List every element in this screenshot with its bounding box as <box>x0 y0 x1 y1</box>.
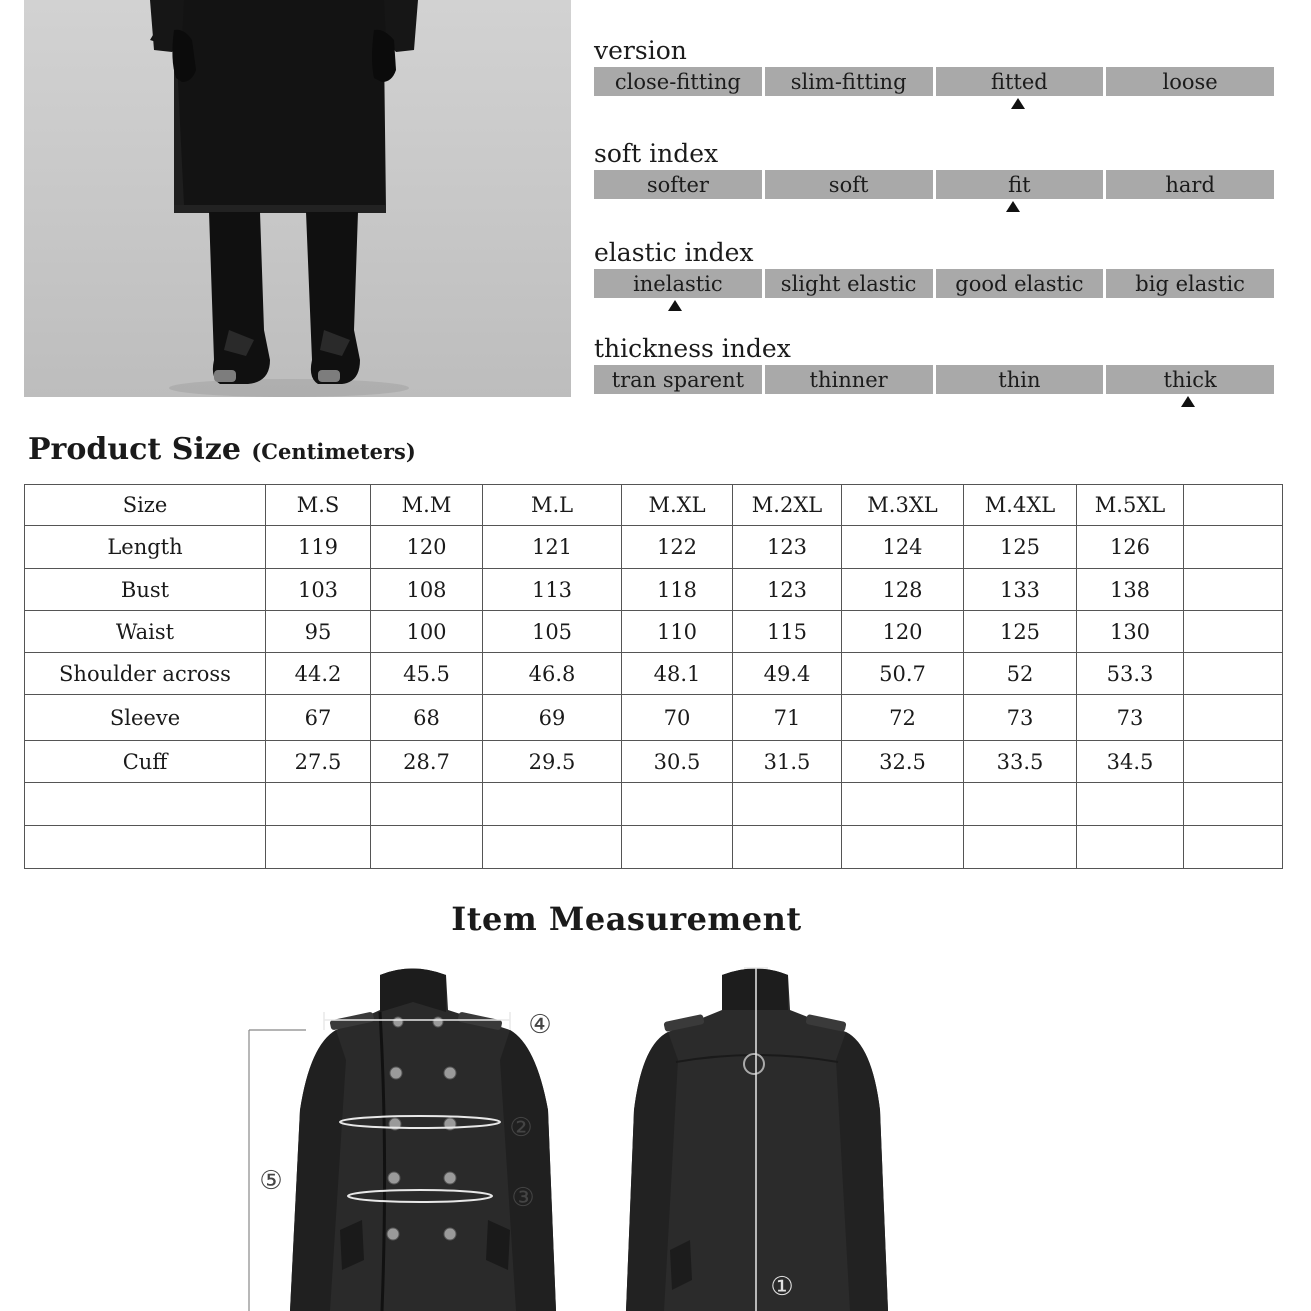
shoulder-marker: ④ <box>528 1010 552 1040</box>
size-cell: 113 <box>483 569 622 611</box>
size-cell <box>733 783 842 826</box>
size-cell <box>622 826 733 869</box>
size-cell <box>1184 653 1283 695</box>
size-cell: 48.1 <box>622 653 733 695</box>
elastic-index-option: big elastic <box>1106 269 1274 298</box>
size-cell <box>622 783 733 826</box>
version-scale <box>594 67 1274 96</box>
item-measurement-title: Item Measurement <box>451 900 802 938</box>
soft-index-scale <box>594 170 1274 199</box>
size-cell <box>1184 569 1283 611</box>
row-label <box>25 826 266 869</box>
size-cell <box>1184 695 1283 741</box>
size-cell: 45.5 <box>371 653 483 695</box>
size-row <box>25 695 1283 741</box>
size-header-cell: M.3XL <box>842 485 964 526</box>
size-cell: 53.3 <box>1077 653 1184 695</box>
length-marker: ① <box>770 1272 794 1302</box>
coat-back-diagram <box>626 969 888 1311</box>
size-cell: 33.5 <box>964 741 1077 783</box>
version-option: close-fitting <box>594 67 762 96</box>
size-cell: 124 <box>842 526 964 569</box>
size-header-cell: M.S <box>266 485 371 526</box>
size-cell: 103 <box>266 569 371 611</box>
bust-marker: ② <box>509 1113 533 1143</box>
selected-marker-icon <box>1181 396 1195 407</box>
row-label: Cuff <box>25 741 266 783</box>
product-size-unit: (Centimeters) <box>251 439 416 464</box>
thickness-index-option: thinner <box>765 365 933 394</box>
sleeve-marker: ⑤ <box>259 1166 283 1196</box>
version-index <box>594 37 1274 96</box>
size-cell <box>1077 826 1184 869</box>
size-row <box>25 569 1283 611</box>
size-cell <box>1184 611 1283 653</box>
size-cell: 133 <box>964 569 1077 611</box>
size-cell: 70 <box>622 695 733 741</box>
size-cell: 31.5 <box>733 741 842 783</box>
size-cell: 71 <box>733 695 842 741</box>
size-row <box>25 783 1283 826</box>
version-option: fitted <box>936 67 1104 96</box>
product-size-heading <box>28 432 416 467</box>
waist-marker: ③ <box>511 1183 535 1213</box>
size-header-row <box>25 485 1283 526</box>
size-row <box>25 611 1283 653</box>
size-cell <box>483 783 622 826</box>
size-cell: 121 <box>483 526 622 569</box>
product-size-title: Product Size <box>28 432 241 467</box>
size-cell: 73 <box>964 695 1077 741</box>
size-cell: 95 <box>266 611 371 653</box>
elastic-index-option: inelastic <box>594 269 762 298</box>
row-label: Length <box>25 526 266 569</box>
size-cell: 30.5 <box>622 741 733 783</box>
thickness-index-option: tran sparent <box>594 365 762 394</box>
size-cell <box>266 783 371 826</box>
soft-index-option: hard <box>1106 170 1274 199</box>
size-header-cell: M.M <box>371 485 483 526</box>
size-cell: 44.2 <box>266 653 371 695</box>
size-header-cell: M.5XL <box>1077 485 1184 526</box>
thickness-index-option: thick <box>1106 365 1274 394</box>
size-table <box>24 484 1283 869</box>
soft-index-option: softer <box>594 170 762 199</box>
size-cell: 100 <box>371 611 483 653</box>
soft-index-title: soft index <box>594 139 719 168</box>
size-cell <box>842 826 964 869</box>
size-cell: 125 <box>964 526 1077 569</box>
size-cell: 50.7 <box>842 653 964 695</box>
size-cell: 72 <box>842 695 964 741</box>
thickness-index-option: thin <box>936 365 1104 394</box>
size-cell: 32.5 <box>842 741 964 783</box>
size-cell: 138 <box>1077 569 1184 611</box>
row-label: Sleeve <box>25 695 266 741</box>
size-cell <box>964 826 1077 869</box>
elastic-index-scale <box>594 269 1274 298</box>
size-cell: 110 <box>622 611 733 653</box>
size-cell <box>1184 783 1283 826</box>
size-cell: 128 <box>842 569 964 611</box>
size-cell <box>1184 826 1283 869</box>
elastic-index-title: elastic index <box>594 238 754 267</box>
size-header-cell: M.4XL <box>964 485 1077 526</box>
size-cell <box>1077 783 1184 826</box>
size-cell: 120 <box>371 526 483 569</box>
size-cell: 49.4 <box>733 653 842 695</box>
version-option: slim-fitting <box>765 67 933 96</box>
size-header-cell: M.2XL <box>733 485 842 526</box>
size-cell <box>964 783 1077 826</box>
size-cell: 123 <box>733 526 842 569</box>
soft-index-option: fit <box>936 170 1104 199</box>
size-cell: 122 <box>622 526 733 569</box>
size-cell: 67 <box>266 695 371 741</box>
row-label: Bust <box>25 569 266 611</box>
size-cell: 68 <box>371 695 483 741</box>
coat-diagrams <box>0 950 1311 1311</box>
size-cell <box>1184 526 1283 569</box>
size-cell <box>371 826 483 869</box>
thickness-index-scale <box>594 365 1274 394</box>
size-cell: 73 <box>1077 695 1184 741</box>
soft-index <box>594 140 1274 199</box>
selected-marker-icon <box>1011 98 1025 109</box>
size-cell: 69 <box>483 695 622 741</box>
size-header-cell: M.XL <box>622 485 733 526</box>
size-cell: 34.5 <box>1077 741 1184 783</box>
size-cell: 125 <box>964 611 1077 653</box>
elastic-index <box>594 239 1274 298</box>
size-cell: 108 <box>371 569 483 611</box>
thickness-index <box>594 335 1274 394</box>
size-cell: 29.5 <box>483 741 622 783</box>
selected-marker-icon <box>668 300 682 311</box>
size-cell: 120 <box>842 611 964 653</box>
selected-marker-icon <box>1006 201 1020 212</box>
elastic-index-option: good elastic <box>936 269 1104 298</box>
size-cell: 115 <box>733 611 842 653</box>
size-row <box>25 741 1283 783</box>
size-cell: 126 <box>1077 526 1184 569</box>
size-cell: 130 <box>1077 611 1184 653</box>
size-cell: 123 <box>733 569 842 611</box>
size-cell: 46.8 <box>483 653 622 695</box>
size-row <box>25 653 1283 695</box>
size-header-cell <box>1184 485 1283 526</box>
row-label: Shoulder across <box>25 653 266 695</box>
size-cell: 105 <box>483 611 622 653</box>
size-cell: 119 <box>266 526 371 569</box>
size-cell: 27.5 <box>266 741 371 783</box>
size-cell <box>266 826 371 869</box>
soft-index-option: soft <box>765 170 933 199</box>
size-row <box>25 526 1283 569</box>
row-label <box>25 783 266 826</box>
size-cell <box>733 826 842 869</box>
row-label: Size <box>25 485 266 526</box>
size-cell: 52 <box>964 653 1077 695</box>
version-title: version <box>594 36 687 65</box>
size-cell <box>483 826 622 869</box>
size-cell: 118 <box>622 569 733 611</box>
size-cell: 28.7 <box>371 741 483 783</box>
size-cell <box>842 783 964 826</box>
product-photo <box>24 0 571 397</box>
elastic-index-option: slight elastic <box>765 269 933 298</box>
thickness-index-title: thickness index <box>594 334 791 363</box>
row-label: Waist <box>25 611 266 653</box>
size-header-cell: M.L <box>483 485 622 526</box>
size-cell <box>371 783 483 826</box>
model-figure <box>24 0 571 397</box>
size-row <box>25 826 1283 869</box>
version-option: loose <box>1106 67 1274 96</box>
size-cell <box>1184 741 1283 783</box>
